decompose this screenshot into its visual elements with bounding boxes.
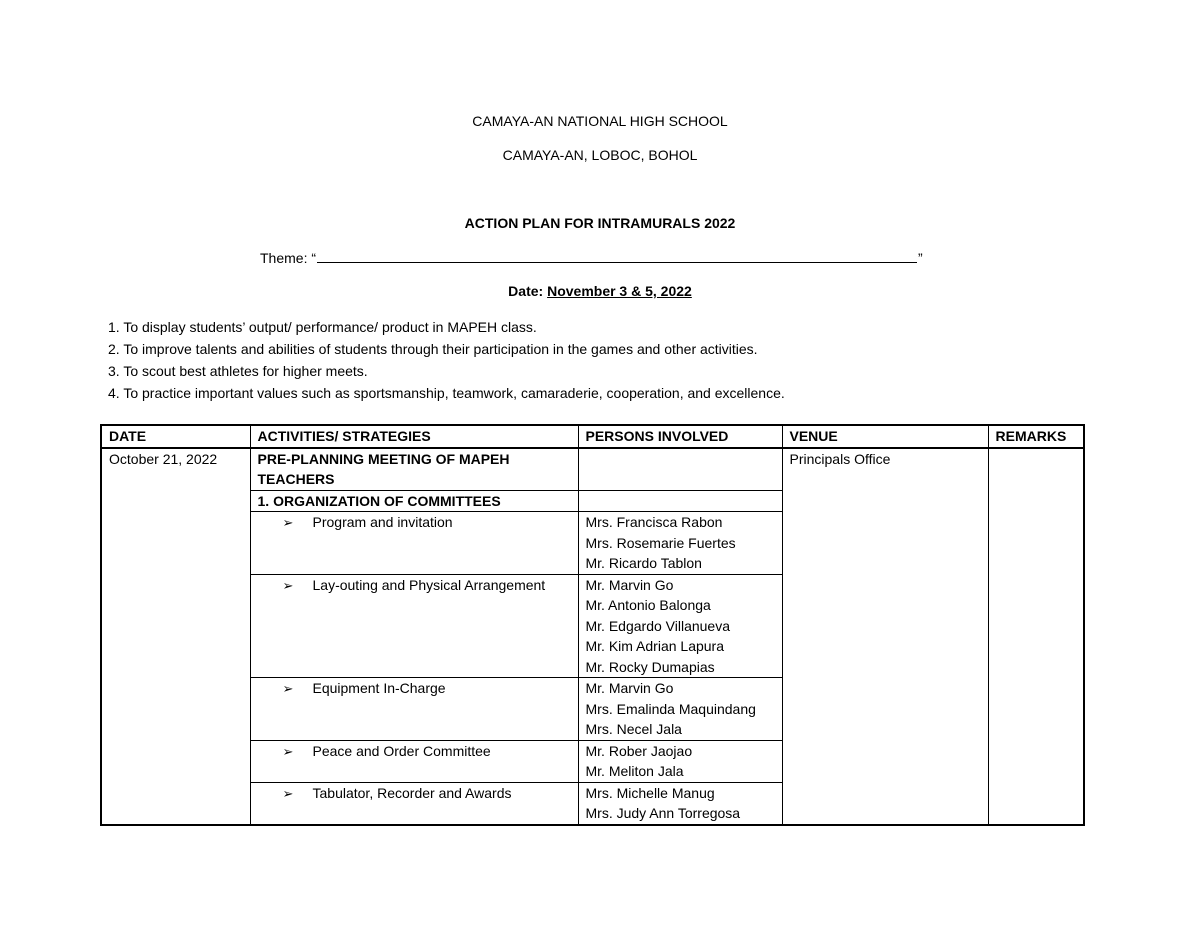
committee-label: Lay-outing and Physical Arrangement <box>312 576 546 593</box>
date-label: Date: <box>508 283 544 299</box>
committee-people <box>578 782 782 825</box>
action-plan-table <box>100 424 1085 826</box>
committee-label: Equipment In-Charge <box>312 680 446 696</box>
school-name: CAMAYA-AN NATIONAL HIGH SCHOOL <box>472 113 728 129</box>
objectives-list <box>108 316 1108 404</box>
committee-cell <box>250 574 578 678</box>
committee-people <box>578 512 782 575</box>
committee-people <box>578 574 782 678</box>
committee-label: Peace and Order Committee <box>312 742 491 759</box>
person-name: Mr. Ricardo Tablon <box>585 555 702 571</box>
person-name: Mr. Kim Adrian Lapura <box>585 638 725 654</box>
person-name: Mrs. Emalinda Maquindang <box>585 700 756 717</box>
person-name: Mrs. Michelle Manug <box>585 784 715 801</box>
header-persons: PERSONS INVOLVED <box>578 425 782 448</box>
committee-people <box>578 740 782 782</box>
header-date: DATE <box>101 425 250 448</box>
activity-org-cell: 1. ORGANIZATION OF COMMITTEES <box>250 490 578 512</box>
objective-item: 1. To display students’ output/ performance/ product in MAPEH class. <box>108 319 537 335</box>
committee-label: Tabulator, Recorder and Awards <box>312 784 512 801</box>
person-name: Mrs. Rosemarie Fuertes <box>585 534 736 551</box>
date-cell: October 21, 2022 <box>101 448 250 825</box>
committee-cell <box>250 740 578 782</box>
committee-people <box>578 678 782 741</box>
objective-item: 2. To improve talents and abilities of students through their participation in the games and other activities. <box>108 341 758 357</box>
persons-cell-empty <box>578 448 782 491</box>
theme-blank <box>317 248 917 263</box>
theme-label: Theme: “ <box>260 250 317 266</box>
header-venue: VENUE <box>782 425 988 448</box>
person-name: Mr. Marvin Go <box>585 680 674 696</box>
table-header-row <box>101 425 1084 448</box>
person-name: Mrs. Judy Ann Torregosa <box>585 805 741 821</box>
committee-label: Program and invitation <box>312 514 453 530</box>
theme-close-quote: ” <box>918 250 923 266</box>
theme-line <box>260 248 923 267</box>
committee-cell <box>250 678 578 741</box>
activity-main-cell: PRE-PLANNING MEETING OF MAPEH TEACHERS <box>250 448 578 491</box>
person-name: Mrs. Necel Jala <box>585 721 682 737</box>
venue-cell: Principals Office <box>782 448 988 825</box>
objective-item: 3. To scout best athletes for higher meets. <box>108 363 368 379</box>
persons-cell-empty <box>578 490 782 512</box>
arrow-bullet-icon: ➢ <box>282 577 294 593</box>
person-name: Mrs. Francisca Rabon <box>585 514 723 530</box>
school-address: CAMAYA-AN, LOBOC, BOHOL <box>502 147 698 163</box>
arrow-bullet-icon: ➢ <box>282 515 294 530</box>
person-name: Mr. Rober Jaojao <box>585 742 693 759</box>
header-remarks: REMARKS <box>988 425 1084 448</box>
date-value: November 3 & 5, 2022 <box>547 283 692 299</box>
person-name: Mr. Marvin Go <box>585 576 674 593</box>
person-name: Mr. Edgardo Villanueva <box>585 617 730 634</box>
event-date-line <box>0 282 1200 300</box>
remarks-cell <box>988 448 1084 825</box>
person-name: Mr. Meliton Jala <box>585 763 684 779</box>
objective-item: 4. To practice important values such as sportsmanship, teamwork, camaraderie, cooperation, and excellence. <box>108 385 785 401</box>
person-name: Mr. Antonio Balonga <box>585 597 711 613</box>
committee-cell <box>250 512 578 575</box>
header-activities: ACTIVITIES/ STRATEGIES <box>250 425 578 448</box>
arrow-bullet-icon: ➢ <box>282 681 294 696</box>
arrow-bullet-icon: ➢ <box>282 785 294 801</box>
committee-cell <box>250 782 578 825</box>
person-name: Mr. Rocky Dumapias <box>585 658 715 675</box>
arrow-bullet-icon: ➢ <box>282 743 294 759</box>
table-row <box>101 448 1084 491</box>
document-title: ACTION PLAN FOR INTRAMURALS 2022 <box>464 215 736 231</box>
